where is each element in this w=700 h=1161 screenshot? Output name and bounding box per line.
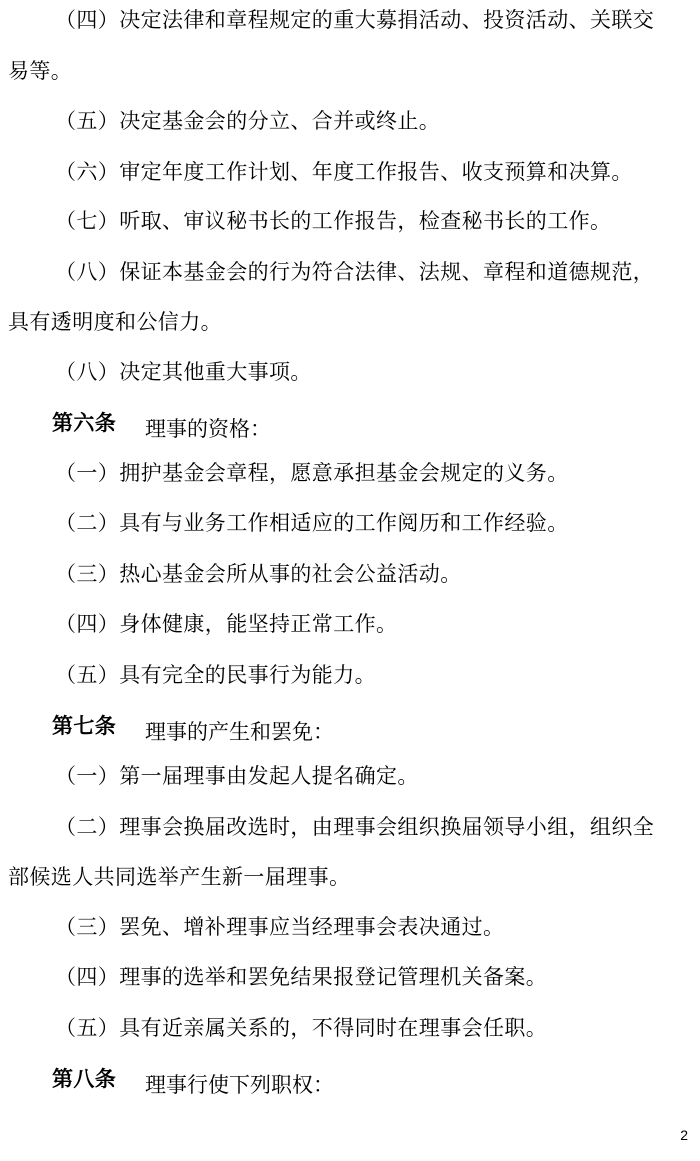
list-item: （二）具有与业务工作相适应的工作阅历和工作经验。 (55, 511, 569, 535)
list-item: （四）理事的选举和罢免结果报登记管理机关备案。 (55, 965, 548, 989)
list-item: （五）具有近亲属关系的，不得同时在理事会任职。 (55, 1016, 548, 1040)
article-8-number: 第八条 (52, 1067, 117, 1091)
text-line: （四）决定法律和章程规定的重大募捐活动、投资活动、关联交 (55, 8, 655, 32)
text-line: （七）听取、审议秘书长的工作报告，检查秘书长的工作。 (55, 209, 612, 233)
article-7-number: 第七条 (52, 714, 117, 738)
list-item: （三）热心基金会所从事的社会公益活动。 (55, 562, 462, 586)
list-item: （三）罢免、增补理事应当经理事会表决通过。 (55, 915, 505, 939)
article-7-title: 理事的产生和罢免： (145, 720, 334, 744)
text-line: （八）决定其他重大事项。 (55, 360, 312, 384)
list-item: （五）具有完全的民事行为能力。 (55, 663, 376, 687)
list-item: （一）拥护基金会章程，愿意承担基金会规定的义务。 (55, 461, 569, 485)
article-6-title: 理事的资格： (145, 417, 271, 441)
list-item: （一）第一届理事由发起人提名确定。 (55, 764, 419, 788)
text-line: 具有透明度和公信力。 (8, 310, 222, 334)
text-line: （五）决定基金会的分立、合并或终止。 (55, 109, 441, 133)
list-item: 部候选人共同选举产生新一届理事。 (8, 865, 351, 889)
text-line: 易等。 (8, 59, 73, 83)
page-number: 2 (680, 1127, 688, 1143)
text-line: （八）保证本基金会的行为符合法律、法规、章程和道德规范， (55, 260, 655, 284)
list-item: （二）理事会换届改选时，由理事会组织换届领导小组，组织全 (55, 815, 655, 839)
article-6-number: 第六条 (52, 411, 117, 435)
article-8-title: 理事行使下列职权： (145, 1073, 334, 1097)
list-item: （四）身体健康，能坚持正常工作。 (55, 612, 398, 636)
text-line: （六）审定年度工作计划、年度工作报告、收支预算和决算。 (55, 160, 633, 184)
